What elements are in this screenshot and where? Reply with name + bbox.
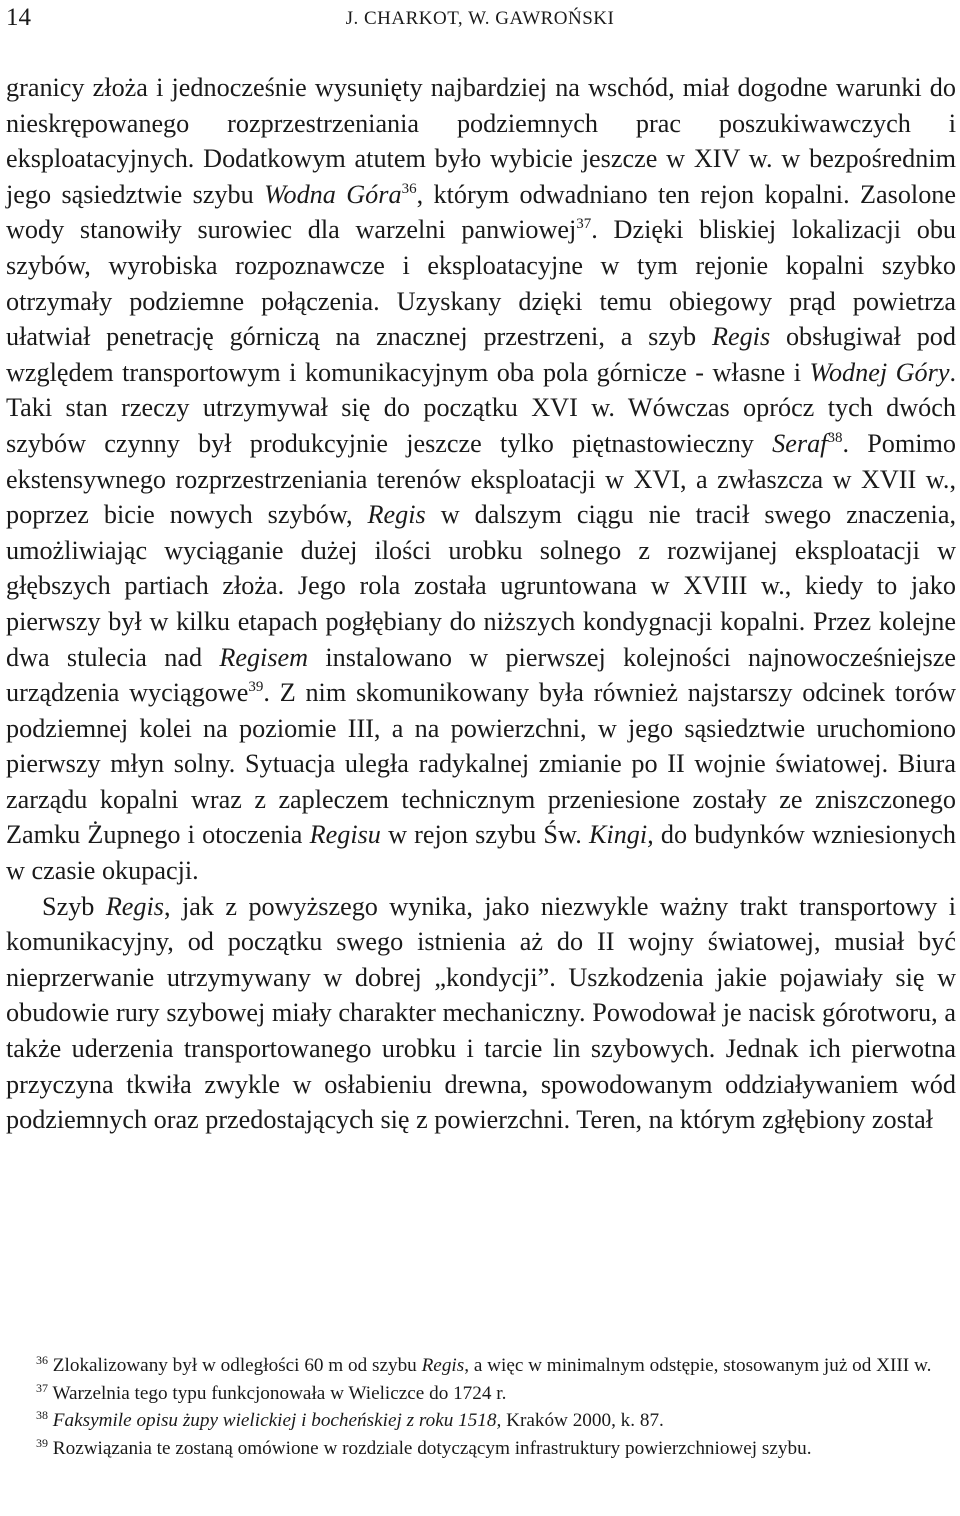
footnotes: [6, 1352, 956, 1462]
text-run: . Dzięki bliskiej lokalizacji obu szybów, wyrobiska rozpoznawcze i eksploatacyjne w tym rejonie kopalni szybko otrzymały podziemne połączenia. Uzyskany dzięki temu obiegowy prąd powietrza ułatwiał penetrację górniczą na znacznej przestrzeni, a szyb: [6, 215, 957, 352]
italic-term: Regis: [421, 1355, 465, 1376]
text-run: Szyb: [42, 891, 106, 921]
text-run: Zlokalizowany był w odległości 60 m od szybu: [48, 1355, 422, 1376]
footnote-ref: 37: [576, 216, 592, 233]
text-run: do budynków wzniesionych w czasie okupacji.: [6, 820, 957, 886]
italic-term: Wodnej Góry: [809, 357, 950, 387]
body-text: [6, 70, 956, 1138]
text-run: , a więc w minimalnym odstępie, stosowanym już od XIII w.: [464, 1355, 932, 1376]
italic-term: Regis: [711, 322, 771, 352]
text-run: . Z nim skomunikowany była również najstarszy odcinek torów podziemnej kolei na poziomie III, a na powierzchni, w jego sąsiedztwie uruchomiono pierwszy młyn solny. Sytuacja uległa radykalnej zmianie po II wojnie światowej. Biura zarządu kopalni wraz z zapleczem technicznym przeniesione zostały ze zniszczonego Zamku Żupnego i otoczenia: [6, 678, 956, 850]
footnote-number: 39: [36, 1435, 48, 1450]
text-run: Warzelnia tego typu funkcjonowała w Wieliczce do 1724 r.: [48, 1382, 507, 1404]
paragraph: [6, 70, 956, 889]
footnote-number: 36: [36, 1353, 48, 1367]
text-run: . Pomimo ekstensywnego rozprzestrzeniania terenów eksploatacji w XVI, a zwłaszcza w XVII w., poprzez bicie nowych szybów,: [6, 428, 956, 530]
italic-term: Regisem: [219, 642, 309, 672]
text-run: , jak z powyższego wynika, jako niezwykle ważny trakt transportowy i komunikacyjny, od początku swego istnienia aż do II wojny światowej, musiał być nieprzerwanie utrzymywany w dobrej „kondycji”. Uszkodzenia jakie pojawiały się w obudowie rury szybowej miały charakter mechaniczny. Powodował je nacisk górotworu, a także uderzenia transportowanego urobku i tarcie lin szybowych. Jednak ich pierwotna przyczyna tkwiła zwykle w osłabieniu drewna, spowodowanym oddziaływaniem wód podziemnych oraz przedostających się z powierzchni. Teren, na którym zgłębiony został: [6, 891, 957, 1135]
footnote-ref: 36: [401, 180, 417, 197]
text-run: . Taki stan rzeczy utrzymywał się do początku XVI w. Wówczas oprócz tych dwóch szybów czynny był produkcyjnie jeszcze tylko piętnastowieczny: [6, 357, 956, 458]
text-run: granicy złoża i jednocześnie wysunięty najbardziej na wschód, miał dogodne warunki do nieskrępowanego rozprzestrzeniania podziemnych prac poszukiwawczych i eksploatacyjnych. Dodatkowym atutem było wybicie jeszcze w XIV w. w bezpośrednim jego sąsiedztwie szybu: [6, 73, 956, 209]
text-run: instalowano w pierwszej kolejności najnowocześniejsze urządzenia wyciągowe: [6, 642, 956, 708]
italic-term: Kingi,: [588, 820, 654, 850]
page-header: [0, 0, 960, 40]
page-number: 14: [6, 4, 31, 31]
running-head: J. CHARKOT, W. GAWROŃSKI: [345, 8, 615, 29]
footnote-ref: 39: [248, 679, 264, 696]
italic-term: Wodna Góra: [264, 179, 402, 209]
footnote: [6, 1352, 956, 1380]
footnote-ref: 38: [827, 429, 843, 446]
text-run: Rozwiązania te zostaną omówione w rozdziale dotyczącym infrastruktury powierzchniowej szybu.: [48, 1437, 812, 1459]
italic-term: Regis: [105, 891, 164, 921]
italic-term: Faksymile opisu żupy wielickiej i bocheńskiej z roku 1518,: [52, 1410, 502, 1431]
text-run: w dalszym ciągu nie tracił swego znaczenia, umożliwiając wyciąganie dużej ilości urobku solnego z rozwijanej eksploatacji w głębszych partiach złoża. Jego rola została ugruntowana w XVIII w., kiedy to jako pierwszy był w kilku etapach pogłębiany do niższych kondygnacji kopalni. Przez kolejne dwa stulecia nad: [6, 500, 957, 672]
footnote: [6, 1407, 956, 1435]
footnote-number: 38: [36, 1408, 48, 1422]
text-run: obsługiwał pod względem transportowym i komunikacyjnym oba pola górnicze - własne i: [6, 322, 956, 387]
italic-term: Regisu: [309, 820, 381, 850]
footnote: [6, 1380, 956, 1408]
text-run: Kraków 2000, k. 87.: [501, 1410, 664, 1431]
footnote-number: 37: [36, 1380, 48, 1395]
italic-term: Regis: [367, 500, 426, 530]
text-run: w rejon szybu Św.: [380, 820, 589, 850]
italic-term: Seraf: [772, 428, 828, 458]
text-run: , którym odwadniano ten rejon kopalni. Zasolone wody stanowiły surowiec dla warzelni panwiowej: [6, 179, 957, 245]
footnote: [6, 1435, 956, 1463]
paragraph: [6, 889, 956, 1138]
